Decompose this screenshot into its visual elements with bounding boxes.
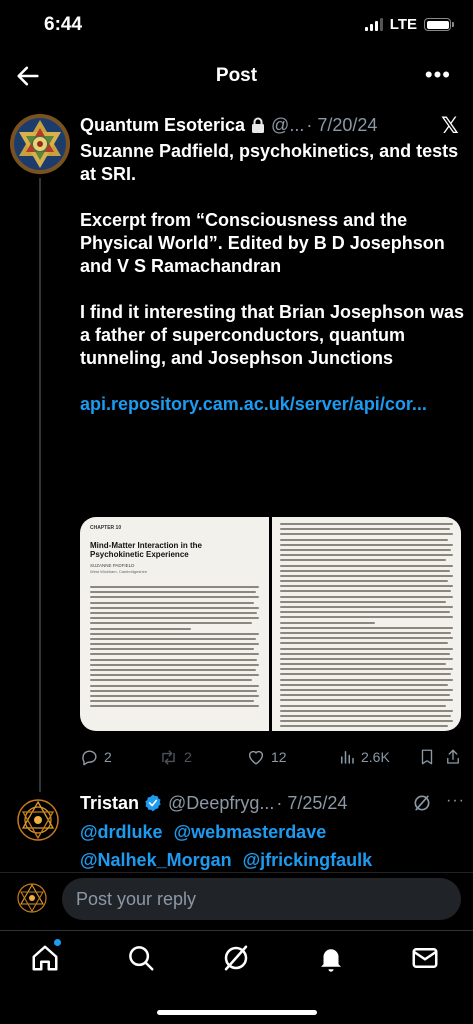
mandala-icon: [10, 792, 66, 848]
tweet-link[interactable]: api.repository.cam.ac.uk/server/api/cor...: [80, 394, 427, 414]
page-title: Post: [215, 65, 258, 86]
bookmark-icon: [418, 747, 436, 767]
mention-link[interactable]: @webmasterdave: [173, 822, 327, 842]
author-handle[interactable]: @...: [271, 114, 305, 135]
battery-icon: [424, 18, 451, 31]
views-icon: [338, 748, 356, 766]
page-text-lines: [90, 586, 259, 707]
reply-count: 2: [104, 749, 112, 765]
media-image-page-1[interactable]: [80, 517, 269, 731]
chapter-title-line: Mind-Matter Interaction in the: [90, 541, 202, 550]
mention-link[interactable]: @Nalhek_Morgan: [80, 850, 232, 870]
status-time: 6:44: [44, 14, 83, 35]
share-button[interactable]: [444, 747, 464, 767]
tweet-actions: [80, 744, 468, 770]
like-button[interactable]: [246, 748, 338, 767]
reply-input[interactable]: Post your reply: [62, 878, 461, 920]
share-icon: [444, 747, 462, 767]
my-avatar[interactable]: [12, 878, 52, 918]
mail-icon[interactable]: [410, 943, 440, 973]
bell-icon[interactable]: [316, 943, 346, 973]
reply-button[interactable]: [80, 748, 158, 767]
verified-badge-icon: [143, 793, 163, 813]
network-label: LTE: [389, 16, 417, 33]
chapter-title-line: Psychokinetic Experience: [90, 550, 189, 559]
search-icon[interactable]: [126, 943, 156, 973]
grok-nav-icon[interactable]: [221, 943, 251, 973]
mandala-icon: [12, 878, 52, 918]
bookmark-button[interactable]: [418, 747, 444, 767]
post-date[interactable]: · 7/20/24: [306, 114, 378, 135]
top-bar: [0, 52, 473, 100]
media-image-page-2[interactable]: [272, 517, 461, 731]
tweet-paragraph: Excerpt from “Consciousness and the Physical World”. Edited by B D Josephson and V S Ramachandran: [80, 210, 445, 276]
notification-dot: [54, 939, 61, 946]
reply-avatar[interactable]: [10, 792, 66, 848]
repost-button[interactable]: [158, 748, 246, 767]
chapter-author: SUZANNE PADFIELD: [90, 563, 135, 568]
home-icon[interactable]: [30, 943, 60, 973]
page-text-lines: [280, 523, 453, 731]
x-logo-icon: 𝕏: [441, 113, 459, 138]
reply-more-icon[interactable]: ···: [446, 792, 465, 809]
chapter-affiliation: West Wickham, Cambridgeshire: [90, 569, 148, 574]
mention-link[interactable]: @jfrickingfaulk: [242, 850, 373, 870]
bottom-nav: [0, 930, 473, 986]
reply-author-handle[interactable]: @Deepfryg...: [168, 792, 275, 813]
chapter-label: CHAPTER 10: [90, 525, 122, 531]
views-button[interactable]: [338, 748, 418, 766]
status-bar: [0, 0, 473, 52]
media-gallery[interactable]: [80, 517, 461, 731]
tweet-text: [80, 140, 466, 439]
author-name[interactable]: Quantum Esoterica: [80, 114, 246, 135]
reply-date[interactable]: · 7/25/24: [276, 792, 348, 813]
reply-icon: [80, 748, 99, 767]
home-indicator[interactable]: [157, 1010, 317, 1015]
grok-icon[interactable]: [412, 793, 432, 813]
like-count: 12: [271, 749, 287, 765]
avatar[interactable]: [10, 114, 70, 174]
tweet-header: [80, 112, 460, 138]
star-of-david-icon: [10, 114, 70, 174]
repost-icon: [158, 748, 179, 767]
lock-icon: [251, 117, 265, 134]
tweet-paragraph: Suzanne Padfield, psychokinetics, and tests at SRI.: [80, 141, 459, 184]
thread-line: [39, 178, 41, 798]
reply-author-name[interactable]: Tristan: [80, 792, 140, 813]
signal-icon: [365, 18, 383, 31]
repost-count: 2: [184, 749, 192, 765]
heart-icon: [246, 748, 266, 767]
view-count: 2.6K: [361, 749, 390, 765]
reply-text: [80, 818, 470, 874]
reply-header: [80, 790, 468, 816]
mention-link[interactable]: @drdluke: [80, 822, 163, 842]
more-options-icon[interactable]: •••: [424, 62, 451, 87]
chapter-title: [90, 541, 259, 559]
tweet-paragraph: I find it interesting that Brian Josephson was a father of superconductors, quantum tunneling, and Josephson Junctions: [80, 302, 465, 368]
